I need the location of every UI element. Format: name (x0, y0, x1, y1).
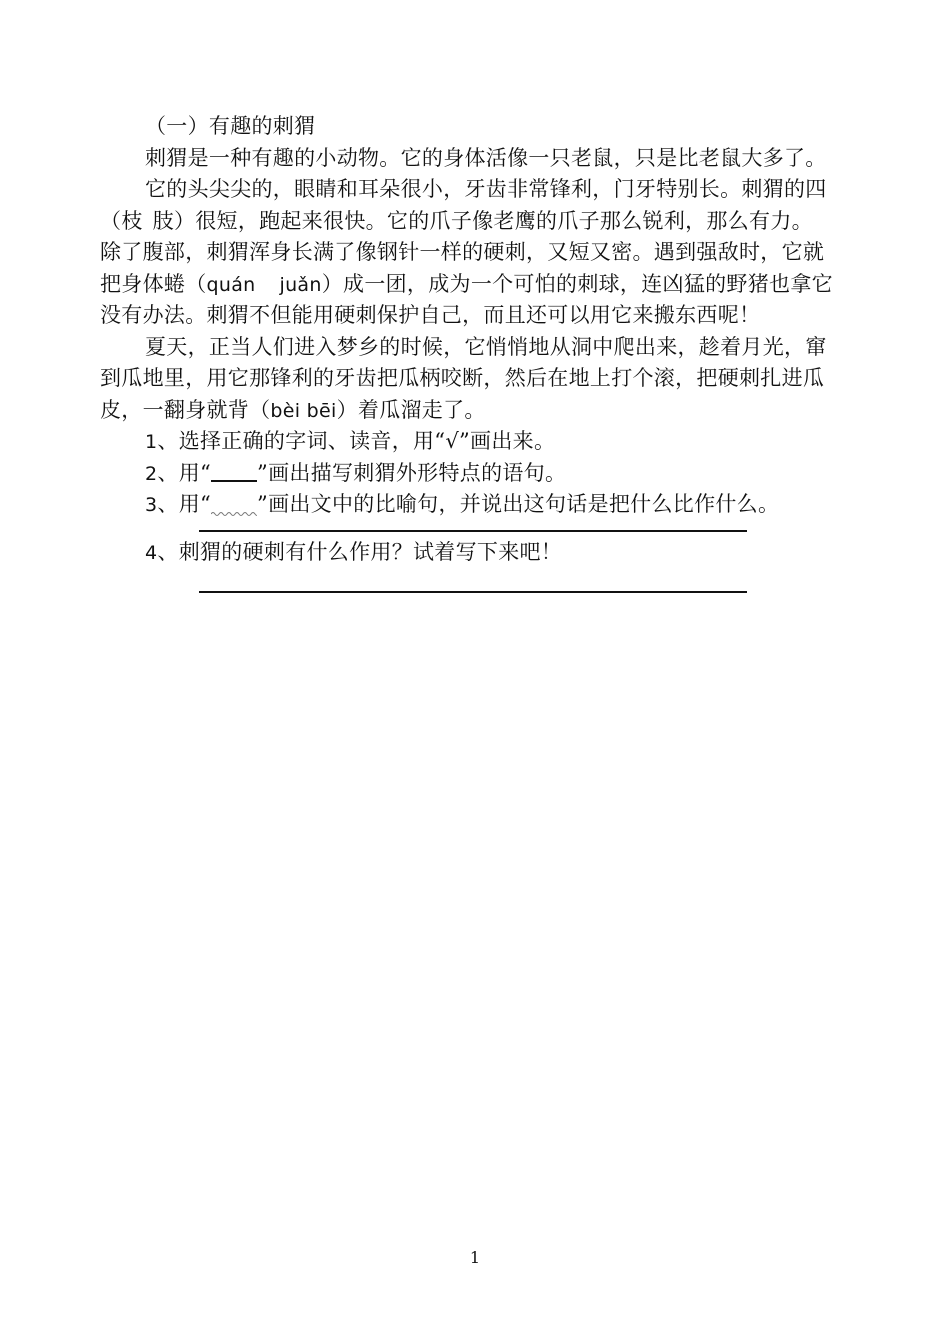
page-number: 1 (469, 1248, 481, 1267)
choice-word-1: 枝 (121, 208, 143, 233)
pinyin-choice-1: quán (206, 273, 256, 296)
pinyin-choice-2: juǎn (279, 273, 322, 296)
question-3: 3、用“ ”画出文中的比喻句，并说出这句话是把什么比作什么。 (145, 492, 780, 516)
paragraph-2-line-2: （枝 肢）很短，跑起来很快。它的爪子像老鹰的爪子那么锐利，那么有力。 (100, 208, 813, 233)
paragraph-2-line-5: 没有办法。刺猬不但能用硬刺保护自己，而且还可以用它来搬东西呢！ (100, 303, 761, 327)
paragraph-1: 刺猬是一种有趣的小动物。它的身体活像一只老鼠，只是比老鼠大多了。 (145, 145, 827, 170)
paragraph-3-line-1: 夏天，正当人们进入梦乡的时候，它悄悄地从洞中爬出来，趁着月光，窜 (145, 334, 827, 359)
pinyin-choice-bei: bèi bēi (270, 399, 337, 422)
choice-word-2: 肢 (152, 208, 174, 233)
wavy-underline-mark (211, 493, 257, 513)
paragraph-2-line-1: 它的头尖尖的，眼睛和耳朵很小，牙齿非常锋利，门牙特别长。刺猬的四 (145, 177, 827, 201)
choice-open-paren: （ (100, 208, 122, 233)
question-4-block (100, 537, 860, 569)
paragraph-3-line-3: 皮，一翻身就背（bèi bēi）着瓜溜走了。 (100, 397, 486, 422)
question-4: 4、刺猬的硬刺有什么作用？试着写下来吧！ (145, 540, 563, 564)
answer-line-3[interactable] (199, 530, 747, 532)
question-1: 1、选择正确的字词、读音，用“√”画出来。 (145, 429, 556, 453)
answer-line-4[interactable] (199, 591, 747, 593)
section-title: （一）有趣的刺猬 (145, 114, 316, 138)
paragraph-3-line-2: 到瓜地里，用它那锋利的牙齿把瓜柄咬断，然后在地上打个滚，把硬刺扎进瓜 (100, 366, 825, 390)
paragraph-2-line-4: 把身体蜷（quán juǎn）成一团，成为一个可怕的刺球，连凶猛的野猪也拿它 (100, 271, 833, 296)
worksheet-content (100, 111, 860, 521)
straight-underline-mark (211, 460, 257, 482)
question-2: 2、用“ ”画出描写刺猬外形特点的语句。 (145, 460, 567, 485)
paragraph-2-line-3: 除了腹部，刺猬浑身长满了像钢针一样的硬刺，又短又密。遇到强敌时，它就 (100, 240, 825, 264)
